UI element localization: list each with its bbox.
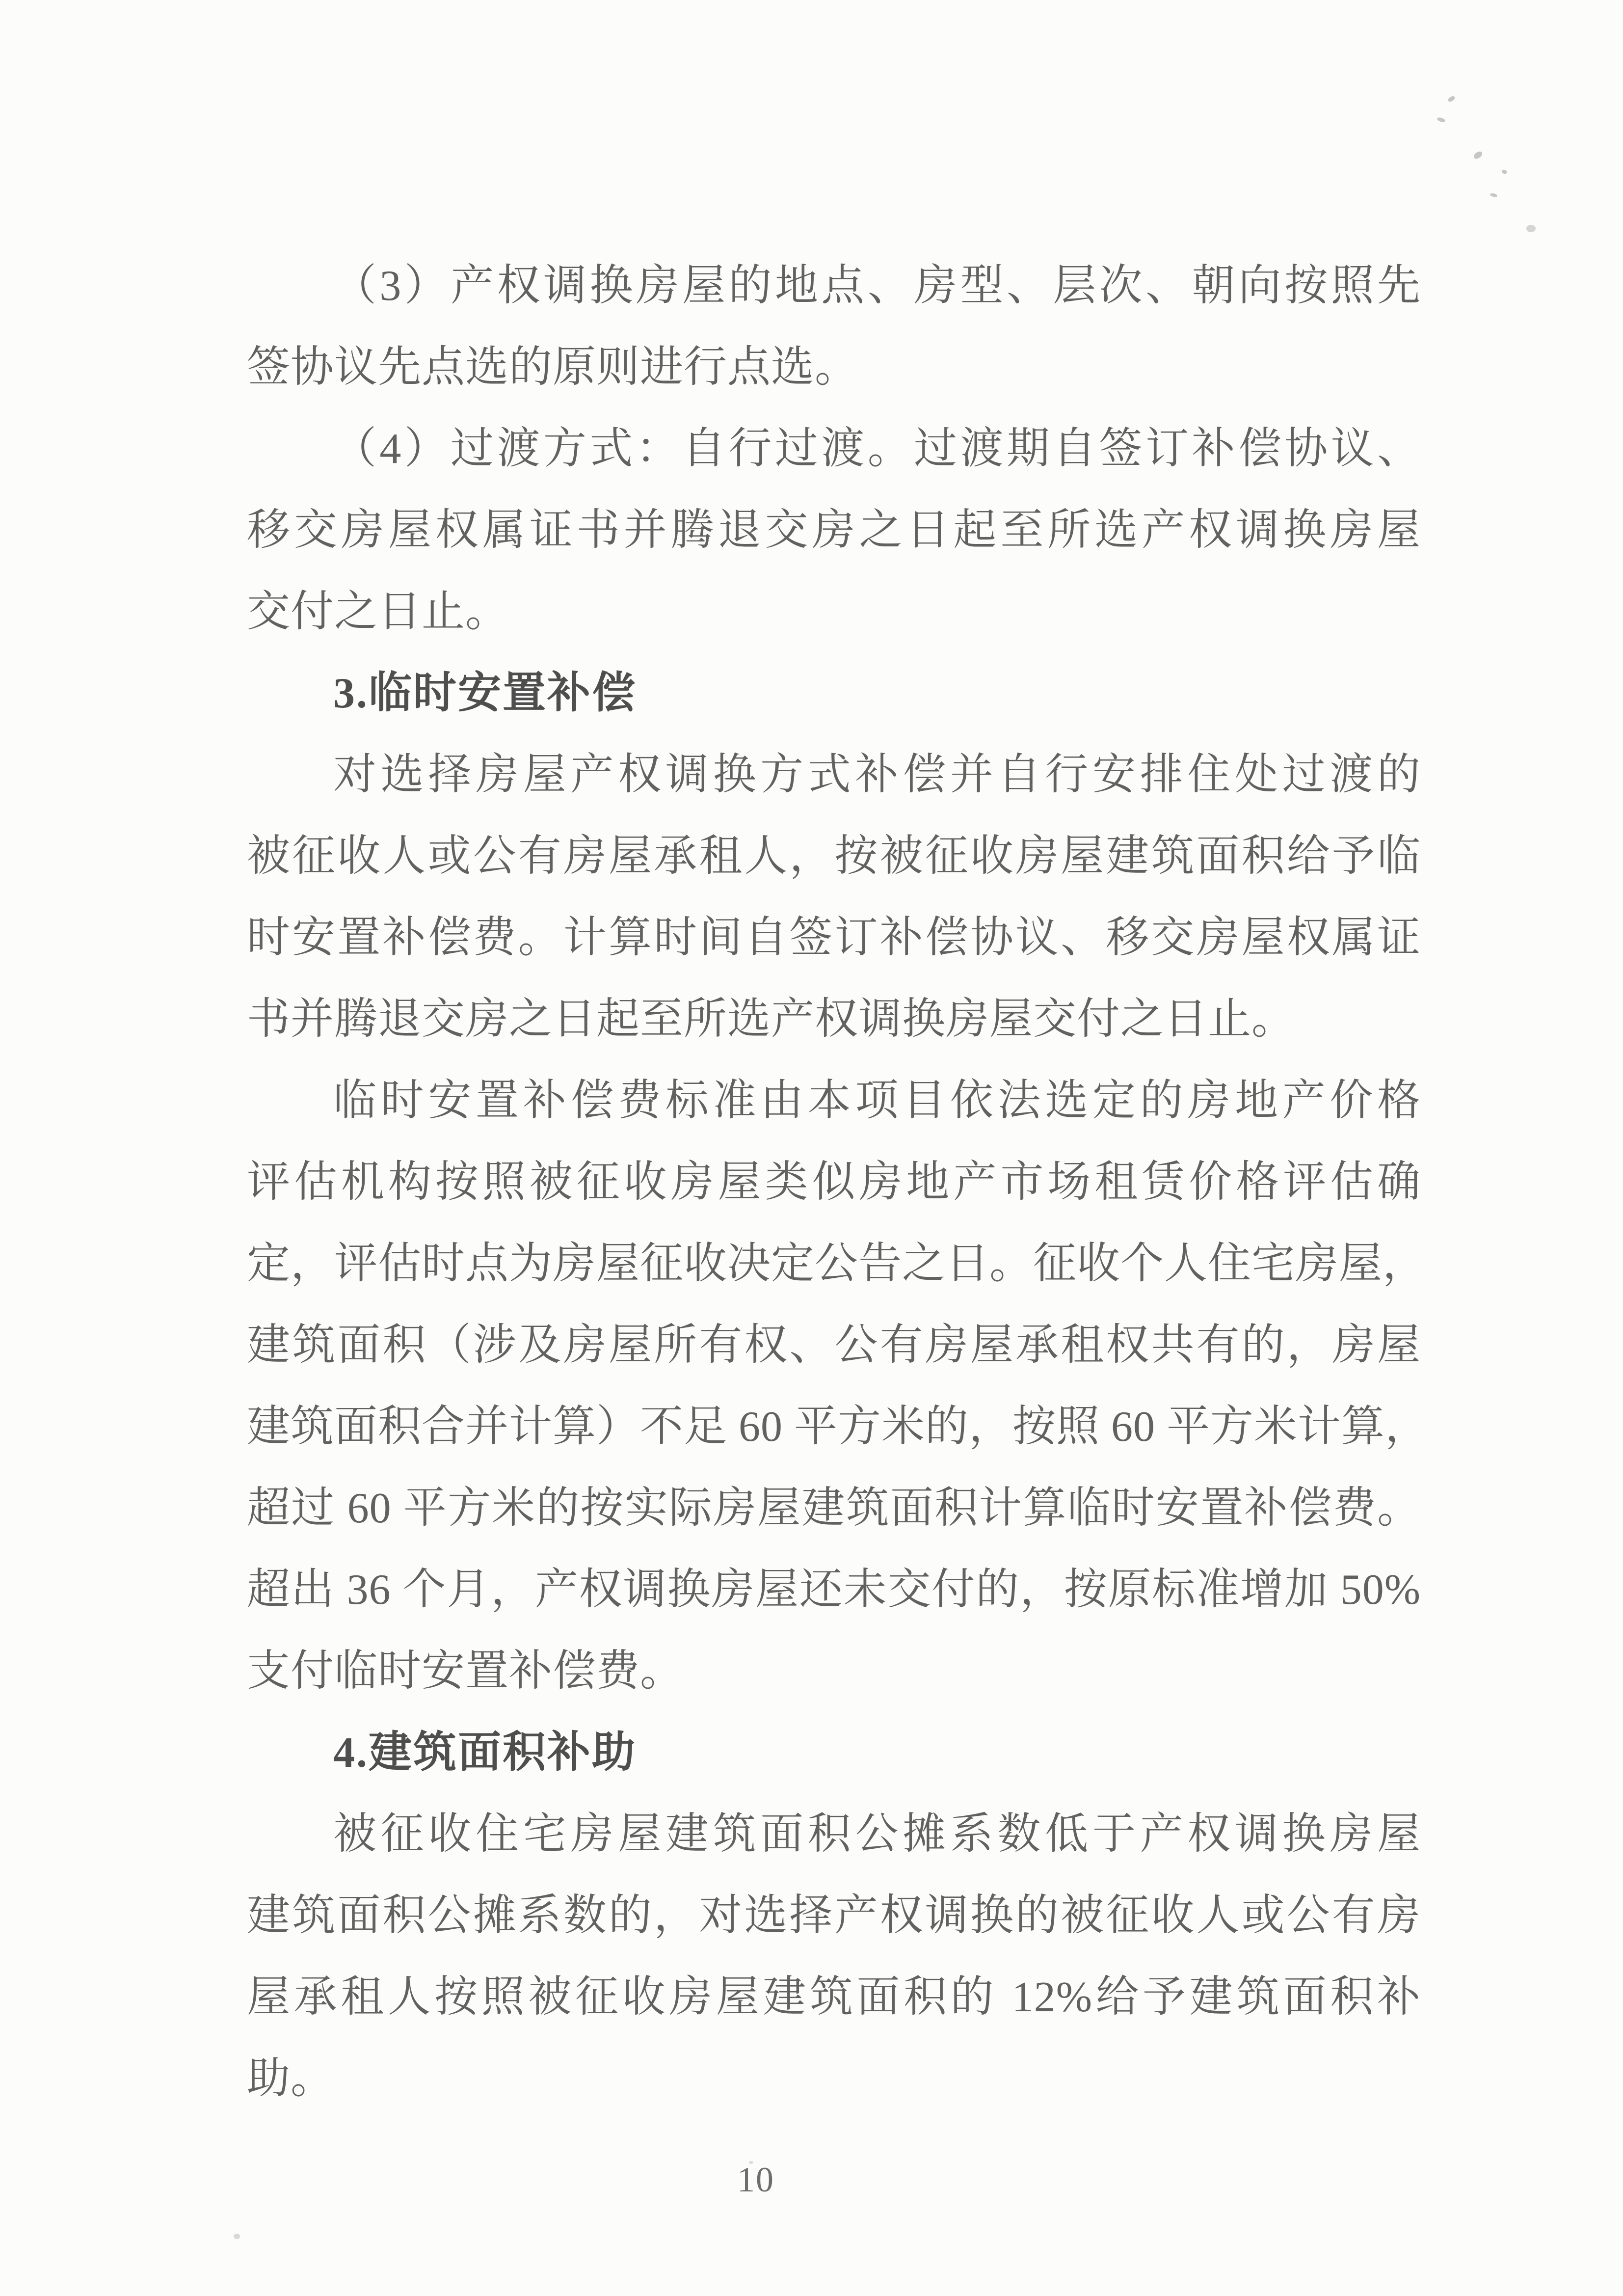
text-line: 被征收住宅房屋建筑面积公摊系数低于产权调换房屋 [333,1810,1421,1858]
text-line: 助。 [247,2055,335,2103]
text-line: 被征收人或公有房屋承租人，按被征收房屋建筑面积给予临 [247,833,1421,880]
text-line: 超过 60 平方米的按实际房屋建筑面积计算临时安置补偿费。 [247,1485,1421,1532]
text-line: 时安置补偿费。计算时间自签订补偿协议、移交房屋权属证 [247,914,1421,962]
text-line: 评估机构按照被征收房屋类似房地产市场租赁价格评估确 [247,1159,1421,1206]
scan-speck [1447,95,1456,103]
section-heading: 3.临时安置补偿 [333,670,637,717]
scan-speck [234,2234,240,2239]
text-line: 对选择房屋产权调换方式补偿并自行安排住处过渡的 [333,751,1421,799]
scan-speck [1526,225,1536,232]
scan-speck [1472,150,1483,161]
text-line: 临时安置补偿费标准由本项目依法选定的房地产价格 [333,1077,1421,1125]
text-line: 签协议先点选的原则进行点选。 [247,344,859,391]
scan-speck [749,2161,753,2164]
text-line: 支付临时安置补偿费。 [247,1648,684,1695]
text-line: 建筑面积公摊系数的，对选择产权调换的被征收人或公有房 [247,1892,1421,1940]
text-line: 屋承租人按照被征收房屋建筑面积的 12%给予建筑面积补 [247,1973,1421,2021]
text-line: （3）产权调换房屋的地点、房型、层次、朝向按照先 [333,262,1421,310]
scan-speck [1490,192,1497,197]
text-line: 定，评估时点为房屋征收决定公告之日。征收个人住宅房屋， [247,1240,1427,1288]
page-number: 10 [737,2160,774,2199]
text-line: 书并腾退交房之日起至所选产权调换房屋交付之日止。 [247,996,1296,1043]
scan-speck [1437,117,1446,123]
document-body [247,245,1429,2120]
scan-speck [1501,169,1508,174]
text-line: 交付之日止。 [247,588,509,636]
section-heading: 4.建筑面积补助 [333,1729,637,1777]
text-line: 建筑面积合并计算）不足 60 平方米的，按照 60 平方米计算， [247,1403,1429,1451]
text-line: 建筑面积（涉及房屋所有权、公有房屋承租权共有的，房屋 [247,1322,1421,1369]
text-line: 超出 36 个月，产权调换房屋还未交付的，按原标准增加 50% [247,1566,1421,1614]
text-line: （4）过渡方式：自行过渡。过渡期自签订补偿协议、 [333,425,1421,473]
text-line: 移交房屋权属证书并腾退交房之日起至所选产权调换房屋 [247,507,1421,554]
